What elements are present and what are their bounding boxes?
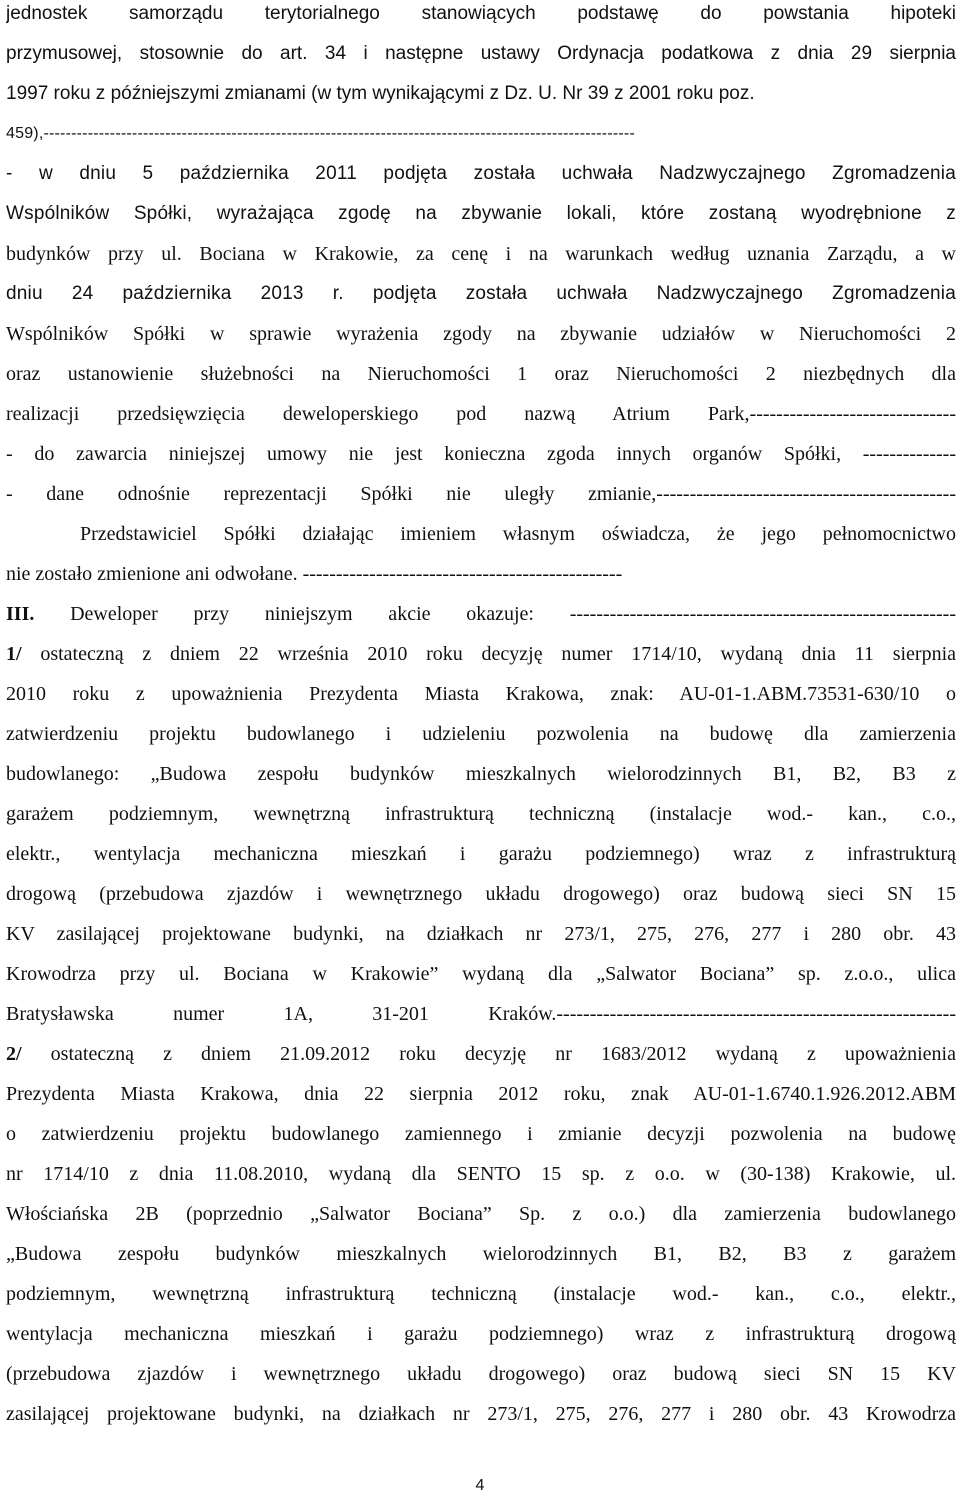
text-line: Wspólników Spółki, wyrażająca zgodę na zbywanie lokali, które zostaną wyodrębnione z [6,203,956,224]
text-line: wentylacja mechaniczna mieszkań i garażu podziemnego) wraz z infrastrukturą drogową [6,1323,956,1345]
text-line: (przebudowa zjazdów i wewnętrznego układu drogowego) oraz budową sieci SN 15 KV [6,1363,956,1385]
text-line: nie zostało zmienione ani odwołane. ------------------------------------------------ [6,563,623,585]
text-line: drogową (przebudowa zjazdów i wewnętrznego układu drogowego) oraz budową sieci SN 15 [6,883,956,905]
text-line: elektr., wentylacja mechaniczna mieszkań i garażu podziemnego) wraz z infrastrukturą [6,843,956,865]
text-line [6,642,956,666]
text-line: oraz ustanowienie służebności na Nieruchomości 1 oraz Nieruchomości 2 niezbędnych dla [6,363,956,385]
text-line: Krowodrza przy ul. Bociana w Krakowie” wydaną dla „Salwator Bociana” sp. z.o.o., ulica [6,963,956,985]
text-line: - w dniu 5 października 2011 podjęta została uchwała Nadzwyczajnego Zgromadzenia [6,163,956,184]
text-line: 459),----------------------------------------------------------------------------------------------------------- [6,125,635,142]
text-line: zasilającej projektowane budynki, na działkach nr 273/1, 275, 276, 277 i 280 obr. 43 Krowodrza [6,1403,956,1425]
text-line: garażem podziemnym, wewnętrzną infrastrukturą techniczną (instalacje wod.- kan., c.o., [6,803,956,825]
section-text: Deweloper przy niniejszym akcie okazuje: ---------------------------------------------------------- [34,603,956,625]
item-number: 1/ [6,643,22,665]
text-line: 1997 roku z późniejszymi zmianami (w tym wynikającymi z Dz. U. Nr 39 z 2001 roku poz. [6,83,755,104]
text-line: budynków przy ul. Bociana w Krakowie, za cenę i na warunkach według uznania Zarządu, a w [6,243,956,265]
text-line: dniu 24 października 2013 r. podjęta została uchwała Nadzwyczajnego Zgromadzenia [6,283,956,304]
text-line: zatwierdzeniu projektu budowlanego i udzieleniu pozwolenia na budowę dla zamierzenia [6,723,956,745]
text-line [6,1042,956,1066]
text-line: podziemnym, wewnętrzną infrastrukturą techniczną (instalacje wod.- kan., c.o., elektr., [6,1283,956,1305]
text-line: KV zasilającej projektowane budynki, na działkach nr 273/1, 275, 276, 277 i 280 obr. 43 [6,923,956,945]
text-line: - dane odnośnie reprezentacji Spółki nie uległy zmianie,--------------------------------------------- [6,483,956,505]
text-line: budowlanego: „Budowa zespołu budynków mieszkalnych wielorodzinnych B1, B2, B3 z [6,763,956,785]
text-line: - do zawarcia niniejszej umowy nie jest konieczna zgoda innych organów Spółki, -------------- [6,443,956,465]
text-line: Prezydenta Miasta Krakowa, dnia 22 sierpnia 2012 roku, znak AU-01-1.6740.1.926.2012.ABM [6,1083,956,1105]
text-line: przymusowej, stosownie do art. 34 i następne ustawy Ordynacja podatkowa z dnia 29 sierpnia [6,43,956,64]
text-line [6,602,956,626]
item-text: ostateczną z dniem 22 września 2010 roku decyzję numer 1714/10, wydaną dnia 11 sierpnia [21,643,956,665]
text-line: nr 1714/10 z dnia 11.08.2010, wydaną dla SENTO 15 sp. z o.o. w (30-138) Krakowie, ul. [6,1163,956,1185]
text-line: o zatwierdzeniu projektu budowlanego zamiennego i zmianie decyzji pozwolenia na budowę [6,1123,956,1145]
text-line: Włościańska 2B (poprzednio „Salwator Bociana” Sp. z o.o.) dla zamierzenia budowlanego [6,1203,956,1225]
text-line: jednostek samorządu terytorialnego stanowiących podstawę do powstania hipoteki [6,3,956,24]
text-line: Wspólników Spółki w sprawie wyrażenia zgody na zbywanie udziałów w Nieruchomości 2 [6,323,956,345]
item-number: 2/ [6,1043,22,1065]
text-line: Przedstawiciel Spółki działając imieniem własnym oświadcza, że jego pełnomocnictwo [80,523,956,545]
item-text: ostateczną z dniem 21.09.2012 roku decyzję nr 1683/2012 wydaną z upoważnienia [21,1043,956,1065]
text-line: realizacji przedsięwzięcia deweloperskiego pod nazwą Atrium Park,------------------------------- [6,403,956,425]
page-number: 4 [475,1477,485,1494]
section-number: III. [6,603,35,625]
text-line: Bratysławska numer 1A, 31-201 Kraków.------------------------------------------------------------ [6,1003,956,1025]
text-line: 2010 roku z upoważnienia Prezydenta Miasta Krakowa, znak: AU-01-1.ABM.73531-630/10 o [6,683,956,705]
text-line: „Budowa zespołu budynków mieszkalnych wielorodzinnych B1, B2, B3 z garażem [6,1243,956,1265]
